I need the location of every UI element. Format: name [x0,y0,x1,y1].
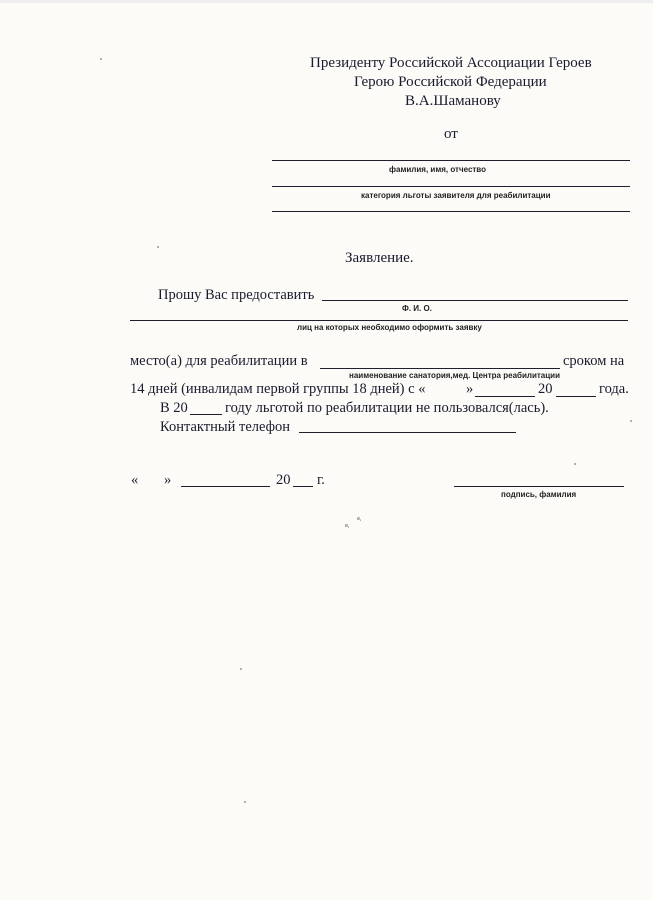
prev-year-suffix: году льготой по реабилитации не пользовался(лась). [225,400,549,416]
footer-year-line [293,486,313,487]
document-title: Заявление. [345,250,414,266]
footer-year-prefix: 20 [276,472,291,488]
fio-caption: Ф. И. О. [402,304,432,313]
scan-edge [0,0,653,3]
date-line [475,396,535,397]
footer-date-line [181,486,270,487]
scan-speck [574,463,576,465]
footer-date-close: » [164,472,172,488]
prev-year-line [190,414,222,415]
addressee-line-1: Президенту Российской Ассоциации Героев [310,55,592,71]
phone-line [299,432,516,433]
benefit-category-caption: категория льготы заявителя для реабилитации [361,191,551,200]
signature-caption: подпись, фамилия [501,490,577,499]
scan-speck [157,246,159,248]
prev-year-prefix: В 20 [160,400,188,416]
year-line [556,396,596,397]
year-prefix: 20 [538,381,553,397]
term-suffix: сроком на [563,353,625,369]
phone-label: Контактный телефон [160,419,291,435]
request-lead: Прошу Вас предоставить [158,287,315,303]
persons-caption: лиц на которых необходимо оформить заявку [297,323,482,332]
scan-speck [630,420,632,422]
stray-mark: я, [345,523,350,529]
persons-line-2 [130,320,628,321]
signature-line [454,486,624,487]
addressee-line-3: В.А.Шаманову [405,93,501,109]
extra-line [272,211,630,212]
persons-fio-line [322,300,628,301]
stray-mark: я, [357,516,362,522]
applicant-name-caption: фамилия, имя, отчество [389,165,487,174]
scan-speck [244,801,246,803]
place-caption: наименование санатория,мед. Центра реабилитации [349,371,560,380]
scan-speck [100,58,102,60]
scan-speck [240,668,242,670]
quote-close: » [466,381,474,397]
year-suffix: года. [599,381,629,397]
applicant-name-line [272,160,630,161]
benefit-category-line [272,186,630,187]
place-prefix: место(а) для реабилитации в [130,353,308,369]
from-label: от [444,126,458,142]
footer-year-suffix: г. [317,472,325,488]
days-text: 14 дней (инвалидам первой группы 18 дней) с « [130,381,426,397]
footer-date-open: « [131,472,139,488]
addressee-line-2: Герою Российской Федерации [354,74,547,90]
place-line [320,368,560,369]
